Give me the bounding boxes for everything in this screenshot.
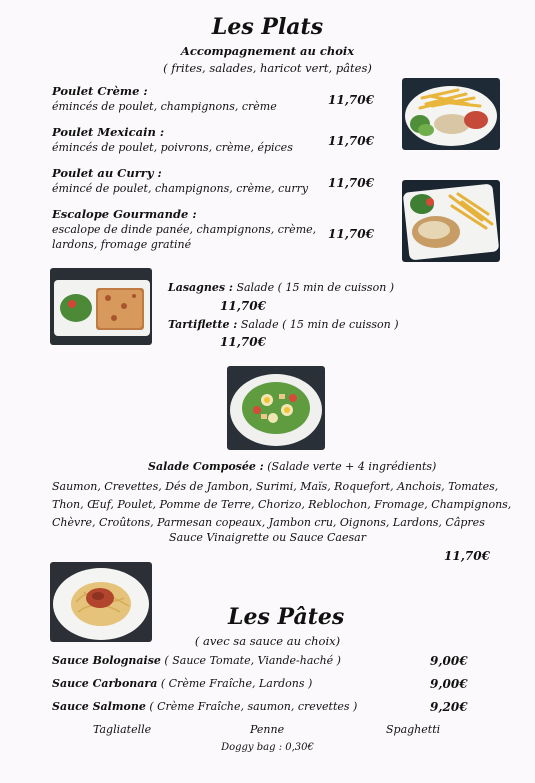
pates-item-name: Sauce Salmone <box>52 700 146 713</box>
pates-item-price: 9,00€ <box>430 654 468 668</box>
tartiflette-line <box>168 318 399 331</box>
dish-escalope <box>52 207 316 251</box>
ingredients-line: Thon, Œuf, Poulet, Pomme de Terre, Chorizo, Reblochon, Fromage, Champignons, <box>52 498 512 511</box>
pates-item-desc: ( Crème Fraîche, saumon, crevettes ) <box>145 700 358 713</box>
doggy-bag: Doggy bag : 0,30€ <box>221 742 314 753</box>
salade-title <box>148 460 436 473</box>
ingredients-line: Chèvre, Croûtons, Parmesan copeaux, Jambon cru, Oignons, Lardons, Câpres <box>52 516 485 529</box>
dish-desc: lardons, fromage gratiné <box>52 238 192 251</box>
salade-ingredients <box>52 478 511 532</box>
dish-name: Poulet au Curry : <box>52 166 162 180</box>
pates-subtitle: ( avec sa sauce au choix) <box>194 634 341 648</box>
lasagnes-price: 11,70€ <box>220 299 266 313</box>
dish-price: 11,70€ <box>328 227 374 241</box>
pates-item-price: 9,00€ <box>430 677 468 691</box>
salade-price: 11,70€ <box>444 549 490 563</box>
dish-price: 11,70€ <box>328 93 374 107</box>
pates-item <box>52 700 357 713</box>
pates-item-desc: ( Crème Fraîche, Lardons ) <box>157 677 313 690</box>
pates-item <box>52 677 312 690</box>
dish-desc: émincé de poulet, champignons, crème, curry <box>52 182 309 195</box>
lasagne-plate-photo <box>50 268 152 345</box>
tartiflette-name: Tartiflette : <box>168 318 238 331</box>
salad-bowl-photo <box>227 366 325 450</box>
salade-desc: (Salade verte + 4 ingrédients) <box>263 460 437 473</box>
lasagnes-name: Lasagnes : <box>168 281 233 294</box>
dish-price: 11,70€ <box>328 176 374 190</box>
pates-title: Les Pâtes <box>228 604 345 630</box>
dish-name: Escalope Gourmande : <box>52 207 197 221</box>
pates-item-name: Sauce Carbonara <box>52 677 158 690</box>
dish-desc: émincés de poulet, poivrons, crème, épices <box>52 141 293 154</box>
plate-escalope-frites-photo <box>402 180 500 262</box>
tartiflette-desc: Salade ( 15 min de cuisson ) <box>237 318 399 331</box>
tartiflette-price: 11,70€ <box>220 335 266 349</box>
dish-desc: émincés de poulet, champignons, crème <box>52 100 277 113</box>
dish-name: Poulet Mexicain : <box>52 125 165 139</box>
lasagnes-line <box>168 281 394 294</box>
dish-desc: escalope de dinde panée, champignons, crème, <box>52 223 317 236</box>
pasta-type-penne: Penne <box>250 723 285 736</box>
dish-name: Poulet Crème : <box>52 84 148 98</box>
salade-name: Salade Composée : <box>148 460 264 473</box>
pates-item-desc: ( Sauce Tomate, Viande-haché ) <box>160 654 341 667</box>
pasta-type-tagliatelle: Tagliatelle <box>93 723 152 736</box>
plats-subtitle: Accompagnement au choix <box>180 44 355 58</box>
pates-item <box>52 654 341 667</box>
pates-item-name: Sauce Bolognaise <box>52 654 161 667</box>
dish-poulet-mexicain <box>52 125 293 154</box>
pasta-type-spaghetti: Spaghetti <box>386 723 441 736</box>
dish-poulet-creme <box>52 84 277 113</box>
spaghetti-bolognaise-photo <box>50 562 152 642</box>
lasagnes-desc: Salade ( 15 min de cuisson ) <box>232 281 395 294</box>
dish-poulet-curry <box>52 166 308 195</box>
pates-item-price: 9,20€ <box>430 700 468 714</box>
salade-sauce: Sauce Vinaigrette ou Sauce Caesar <box>169 531 366 544</box>
plats-title: Les Plats <box>211 14 324 40</box>
plate-frites-chicken-photo <box>402 78 500 150</box>
ingredients-line: Saumon, Crevettes, Dés de Jambon, Surimi, Maïs, Roquefort, Anchois, Tomates, <box>52 480 499 493</box>
dish-price: 11,70€ <box>328 134 374 148</box>
plats-options: ( frites, salades, haricot vert, pâtes) <box>163 61 372 75</box>
